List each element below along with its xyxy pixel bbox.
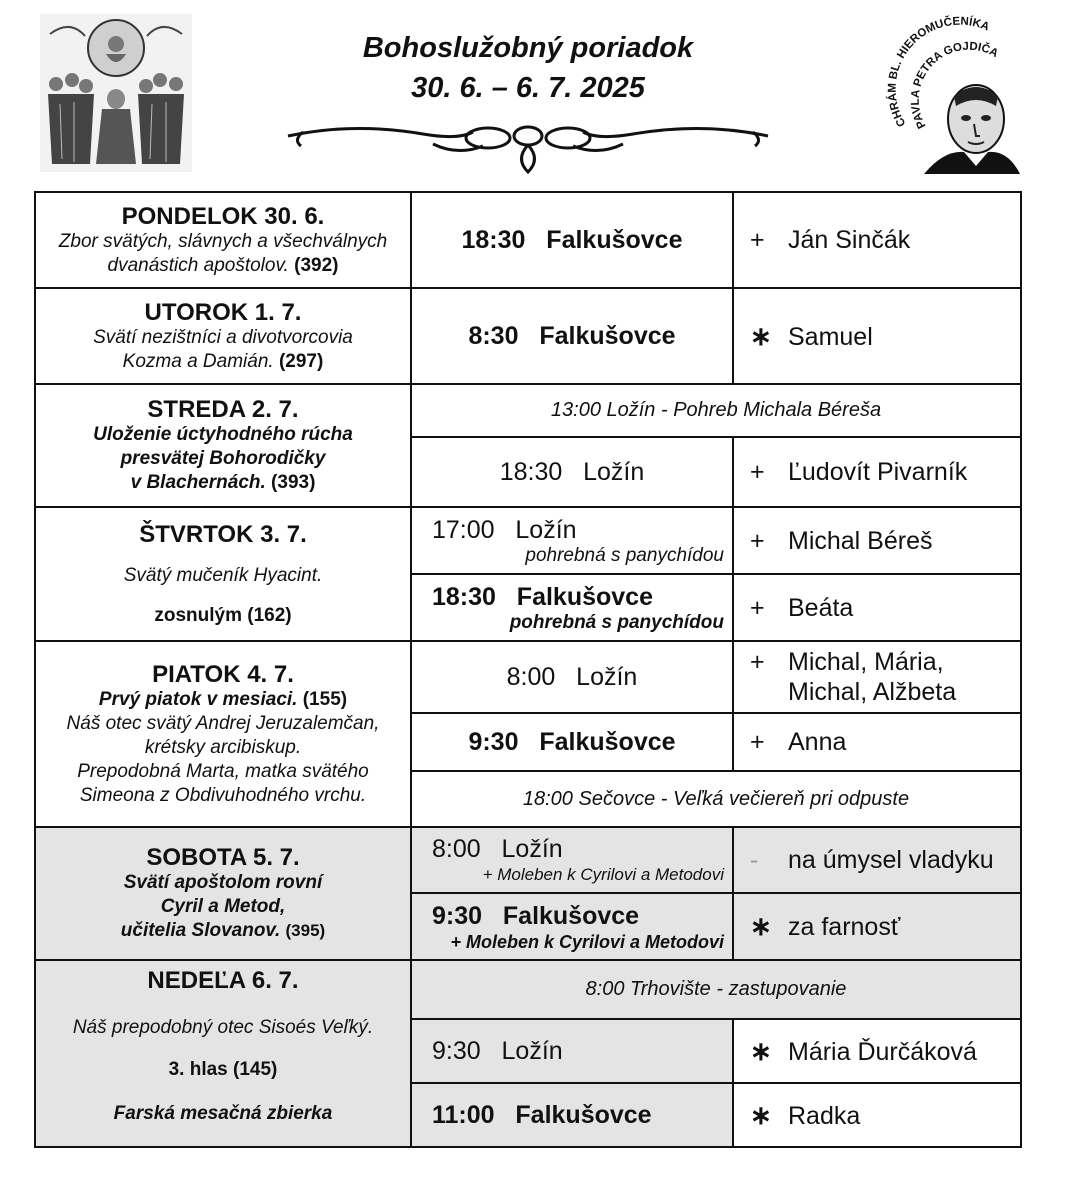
feast-line: Cyril a Metod,: [160, 896, 286, 917]
intention-name: Ľudovít Pivarník: [788, 458, 968, 486]
day-label: PIATOK 4. 7.: [152, 660, 294, 688]
day-label: UTOROK 1. 7.: [144, 298, 302, 326]
ornament-divider: [283, 114, 773, 178]
schedule-table: [34, 191, 1022, 1148]
intention-cell: [733, 288, 1021, 384]
intention-name: Michal Béreš: [788, 526, 933, 555]
intention-name: Ján Sinčák: [788, 226, 911, 254]
feast-line: v Blachernách.: [130, 472, 266, 493]
hymn-number: zosnulým (162): [154, 604, 292, 626]
row-wednesday: [35, 384, 1021, 437]
mass-note: pohrebná s panychídou: [525, 544, 724, 566]
mass-cell: [411, 192, 733, 288]
living-mark: ∗: [750, 1035, 772, 1066]
mass-cell: [411, 437, 733, 507]
day-cell-saturday: [35, 827, 411, 960]
mass-time: 8:30: [468, 322, 519, 350]
intention-cell: [733, 1083, 1021, 1147]
icon-ascension-image: [40, 14, 192, 172]
mass-place: Falkušovce: [546, 226, 683, 254]
intention-name: Radka: [788, 1101, 861, 1130]
feast-bold: Prvý piatok v mesiaci.: [98, 688, 298, 710]
mass-place: Ložín: [576, 663, 638, 691]
event-span-cell: 13:00 Ložín - Pohreb Michala Béreša: [411, 384, 1021, 437]
mass-place: Falkušovce: [516, 582, 653, 611]
intention-name: Michal, Mária,: [788, 648, 944, 676]
feast-line: učitelia Slovanov.: [120, 920, 281, 941]
row-sunday: [35, 960, 1021, 1019]
feast-text: Náš prepodobný otec Sisoés Veľký.: [72, 1017, 374, 1038]
date-range: 30. 6. – 6. 7. 2025: [411, 72, 645, 104]
feast-text: Náš otec svätý Andrej Jeruzalemčan, krétsky arcibiskup.: [66, 712, 380, 758]
intention-name: Anna: [788, 728, 847, 756]
mass-place: Falkušovce: [539, 322, 676, 350]
intention-cell: [733, 641, 1021, 713]
intention-cell: [733, 1019, 1021, 1083]
mass-time: 8:00: [432, 835, 481, 863]
row-monday: [35, 192, 1021, 288]
collection-text: Farská mesačná zbierka: [113, 1103, 333, 1124]
mass-place: Ložín: [515, 515, 577, 544]
mass-time: 18:30: [499, 458, 563, 486]
deceased-mark: +: [750, 648, 765, 676]
intention-name: Mária Ďurčáková: [788, 1037, 977, 1066]
feast-text: Zbor svätých, slávnych a všechválnych dvanástich apoštolov.: [58, 230, 388, 276]
day-label: STREDA 2. 7.: [147, 396, 299, 423]
mass-cell: [411, 827, 733, 893]
mass-time: 17:00: [432, 515, 495, 544]
mass-cell: [411, 288, 733, 384]
hymn-number: (395): [285, 921, 326, 940]
intention-cell: [733, 574, 1021, 641]
day-label: SOBOTA 5. 7.: [146, 844, 300, 871]
row-friday: [35, 641, 1021, 713]
intention-name: Samuel: [788, 322, 873, 351]
day-label: NEDEĽA 6. 7.: [147, 967, 299, 994]
intention-cell: [733, 713, 1021, 771]
mass-place: Falkušovce: [539, 728, 676, 756]
deceased-mark: +: [750, 226, 765, 254]
day-cell-thursday: [35, 507, 411, 641]
living-mark: ∗: [750, 320, 772, 351]
mass-time: 18:30: [432, 582, 496, 611]
mass-time: 18:30: [461, 226, 526, 254]
feast-text: Prepodobná Marta, matka svätého Simeona z Obdivuhodného vrchu.: [77, 760, 369, 806]
day-cell-wednesday: [35, 384, 411, 507]
mass-time: 8:00: [506, 663, 556, 691]
event-span-cell: 18:00 Sečovce - Veľká večiereň pri odpuste: [411, 771, 1021, 827]
living-mark: ∗: [750, 911, 772, 941]
day-cell-sunday: [35, 960, 411, 1147]
intention-cell: [733, 192, 1021, 288]
mass-place: Falkušovce: [502, 901, 640, 930]
intention-cell: [733, 827, 1021, 893]
intention-name: Beáta: [788, 593, 854, 622]
event-span-cell: 8:00 Trhovište - zastupovanie: [411, 960, 1021, 1019]
mass-time: 11:00: [432, 1101, 495, 1129]
deceased-mark: +: [750, 526, 765, 555]
tone-text: 3. hlas (145): [168, 1059, 278, 1080]
mass-place: Ložín: [583, 458, 645, 486]
intention-cell: [733, 507, 1021, 574]
svg-text:CHRÁM BL. HIEROMUČENÍKA: CHRÁM BL. HIEROMUČENÍKA: [886, 15, 991, 129]
feast-line: Svätí apoštolom rovní: [123, 872, 323, 893]
day-cell-friday: [35, 641, 411, 827]
day-label: PONDELOK 30. 6.: [121, 202, 325, 230]
hymn-number: (393): [271, 472, 316, 493]
mass-cell: [411, 574, 733, 641]
mass-time: 9:30: [432, 901, 483, 930]
mass-cell: [411, 507, 733, 574]
mass-cell: [411, 713, 733, 771]
feast-line: presvätej Bohorodičky: [120, 448, 326, 469]
deceased-mark: +: [750, 593, 765, 622]
row-tuesday: [35, 288, 1021, 384]
mass-cell: [411, 893, 733, 960]
page-title: Bohoslužobný poriadok: [362, 32, 694, 64]
mass-time: 9:30: [432, 1037, 481, 1065]
feast-line: Uloženie úctyhodného rúcha: [93, 424, 353, 445]
day-cell-tuesday: [35, 288, 411, 384]
mass-place: Ložín: [501, 835, 563, 863]
intention-mark: -: [750, 846, 759, 874]
mass-cell: [411, 641, 733, 713]
svg-text:PAVLA PETRA GOJDIČA: PAVLA PETRA GOJDIČA: [909, 40, 1001, 131]
row-thursday: [35, 507, 1021, 574]
deceased-mark: +: [750, 458, 765, 486]
mass-cell: [411, 1019, 733, 1083]
intention-cell: [733, 893, 1021, 960]
intention-name: za farnosť: [788, 913, 901, 941]
mass-time: 9:30: [468, 728, 519, 756]
intention-name: Michal, Alžbeta: [788, 678, 957, 706]
mass-note: + Moleben k Cyrilovi a Metodovi: [482, 865, 724, 884]
mass-place: Ložín: [501, 1037, 563, 1065]
hymn-number: (392): [294, 254, 339, 276]
church-logo: [884, 14, 1024, 176]
day-cell-monday: [35, 192, 411, 288]
feast-text: Svätí nezištníci a divotvorcovia Kozma a Damián.: [93, 326, 353, 372]
row-saturday: [35, 827, 1021, 893]
day-label: ŠTVRTOK 3. 7.: [139, 520, 307, 548]
hymn-number: (155): [302, 688, 348, 710]
intention-name: na úmysel vladyku: [788, 846, 994, 874]
feast-text: Svätý mučeník Hyacint.: [123, 564, 323, 586]
mass-note: + Moleben k Cyrilovi a Metodovi: [450, 931, 724, 952]
mass-note: pohrebná s panychídou: [509, 611, 724, 633]
mass-place: Falkušovce: [515, 1101, 652, 1129]
intention-cell: [733, 437, 1021, 507]
hymn-number: (297): [278, 350, 324, 372]
living-mark: ∗: [750, 1099, 772, 1130]
deceased-mark: +: [750, 728, 765, 756]
mass-cell: [411, 1083, 733, 1147]
